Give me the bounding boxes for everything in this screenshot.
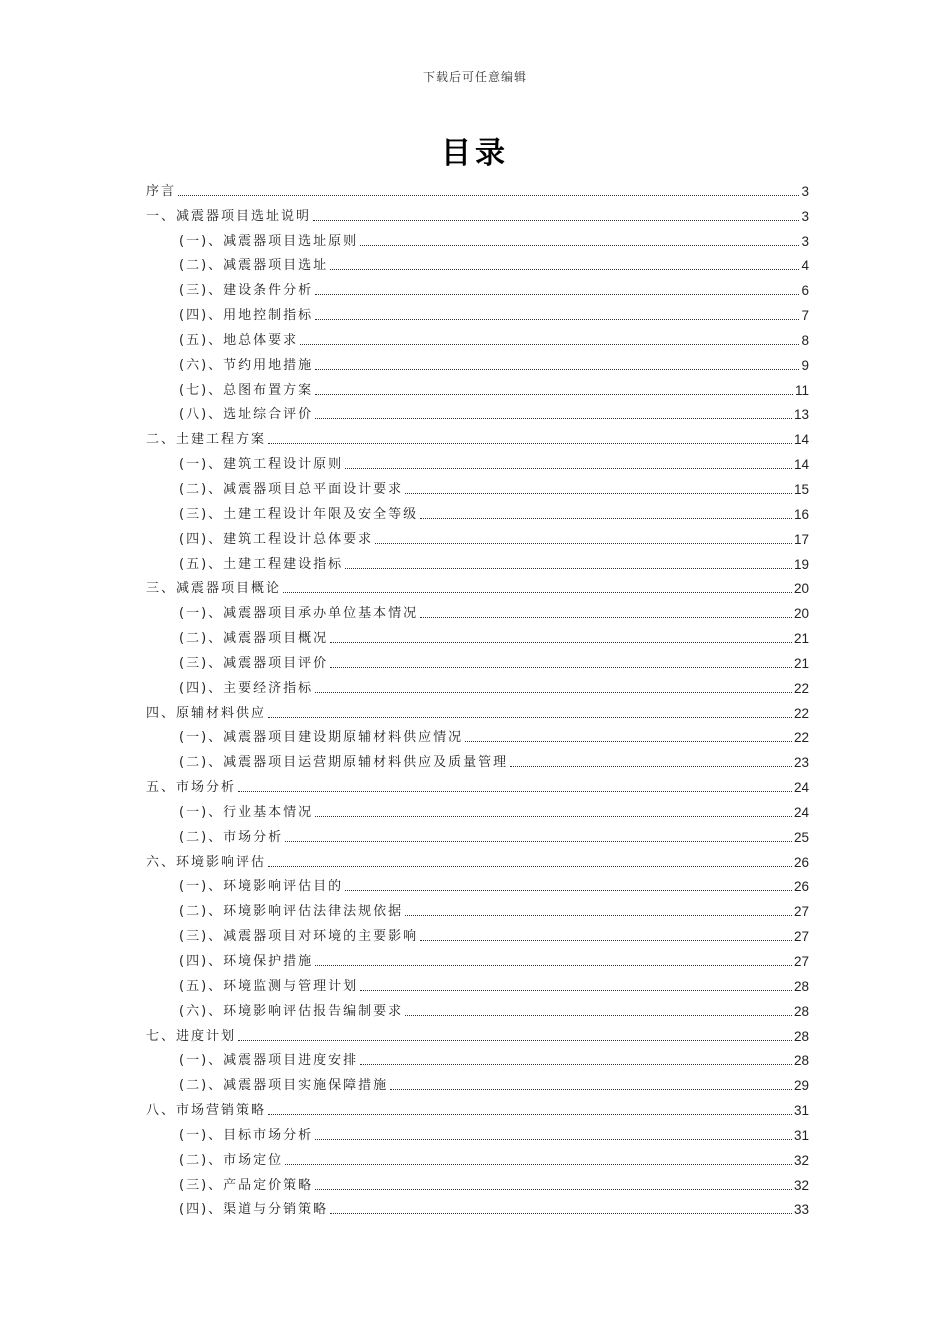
toc-entry[interactable] (146, 647, 809, 672)
toc-dot-leader (285, 841, 792, 842)
toc-entry-page-number: 19 (793, 556, 809, 572)
toc-dot-leader (420, 617, 792, 618)
toc-dot-leader (315, 319, 799, 320)
toc-entry-page-number: 32 (793, 1152, 809, 1168)
toc-entry[interactable] (146, 299, 809, 324)
toc-entry[interactable] (146, 1169, 809, 1194)
toc-entry-page-number: 27 (793, 954, 809, 969)
toc-entry[interactable] (146, 250, 809, 275)
toc-dot-leader (285, 1164, 792, 1165)
toc-entry-label: 五、市场分析 (146, 780, 237, 796)
toc-entry-page-number: 9 (801, 357, 809, 373)
toc-dot-leader (405, 1015, 792, 1016)
toc-entry-label: (一)、减震器项目承办单位基本情况 (179, 606, 419, 622)
toc-entry[interactable] (146, 995, 809, 1020)
toc-entry-page-number: 27 (793, 929, 809, 945)
toc-entry[interactable] (146, 945, 809, 970)
toc-dot-leader (360, 245, 799, 246)
toc-dot-leader (330, 1213, 792, 1214)
toc-dot-leader (315, 418, 792, 419)
toc-entry-page-number: 14 (793, 432, 809, 448)
toc-entry-label: (四)、主要经济指标 (179, 680, 314, 696)
toc-dot-leader (330, 269, 799, 270)
toc-dot-leader (268, 1114, 792, 1115)
toc-dot-leader (238, 791, 792, 792)
toc-entry-label: (四)、渠道与分销策略 (179, 1202, 329, 1218)
toc-entry-page-number: 26 (793, 879, 809, 895)
toc-entry-page-number: 32 (793, 1177, 809, 1193)
toc-entry-page-number: 28 (793, 1053, 809, 1069)
toc-entry-label: (三)、产品定价策略 (179, 1177, 314, 1193)
toc-dot-leader (313, 220, 799, 221)
toc-entry-page-number: 31 (793, 1127, 809, 1143)
toc-entry-page-number: 14 (793, 457, 809, 473)
toc-entry-label: (一)、减震器项目建设期原辅材料供应情况 (179, 730, 464, 746)
toc-entry-label: (三)、土建工程设计年限及安全等级 (179, 506, 419, 522)
toc-entry[interactable] (146, 821, 809, 846)
toc-entry-label: 四、原辅材料供应 (146, 705, 267, 721)
toc-entry[interactable] (146, 498, 809, 523)
toc-entry-label: (一)、减震器项目选址原则 (179, 233, 359, 249)
toc-entry[interactable] (146, 349, 809, 374)
toc-entry-label: (一)、环境影响评估目的 (179, 879, 344, 895)
toc-entry[interactable] (146, 423, 809, 448)
toc-entry[interactable] (146, 1119, 809, 1144)
toc-entry[interactable] (146, 1144, 809, 1169)
toc-entry-label: (四)、建筑工程设计总体要求 (179, 531, 374, 547)
toc-entry-label: (一)、建筑工程设计原则 (179, 457, 344, 473)
toc-entry[interactable] (146, 274, 809, 299)
toc-entry-page-number: 6 (801, 283, 809, 299)
toc-entry-page-number: 7 (801, 308, 809, 324)
toc-entry-page-number: 15 (793, 481, 809, 497)
toc-entry-page-number: 20 (793, 581, 809, 597)
toc-entry[interactable] (146, 920, 809, 945)
toc-entry-label: 序言 (146, 183, 177, 199)
toc-entry-page-number: 11 (794, 382, 809, 398)
toc-entry[interactable] (146, 200, 809, 225)
toc-entry[interactable] (146, 1094, 809, 1119)
toc-dot-leader (420, 940, 792, 941)
toc-entry-label: (二)、减震器项目实施保障措施 (179, 1078, 389, 1094)
toc-entry-page-number: 20 (793, 606, 809, 622)
toc-entry[interactable] (146, 796, 809, 821)
toc-entry-label: (二)、减震器项目运营期原辅材料供应及质量管理 (179, 755, 509, 771)
toc-dot-leader (315, 1189, 792, 1190)
toc-entry-label: (五)、地总体要求 (179, 332, 299, 348)
toc-dot-leader (510, 766, 792, 767)
toc-dot-leader (315, 1139, 792, 1140)
toc-entry[interactable] (146, 970, 809, 995)
toc-entry-label: (六)、节约用地措施 (179, 357, 314, 373)
toc-entry-page-number: 22 (793, 730, 809, 746)
toc-entry-page-number: 4 (801, 258, 809, 274)
toc-entry[interactable] (146, 697, 809, 722)
toc-entry-page-number: 3 (801, 183, 809, 199)
header-note: 下载后可任意编辑 (422, 70, 527, 84)
toc-entry[interactable] (146, 622, 809, 647)
toc-entry-label: (二)、减震器项目总平面设计要求 (179, 481, 404, 497)
toc-entry-label: (一)、目标市场分析 (179, 1127, 314, 1143)
toc-entry-label: (三)、建设条件分析 (179, 283, 314, 299)
toc-dot-leader (390, 1089, 792, 1090)
toc-entry-page-number: 28 (793, 978, 809, 994)
toc-entry-label: 三、减震器项目概论 (146, 581, 282, 597)
toc-entry-label: (一)、减震器项目进度安排 (179, 1053, 359, 1069)
toc-entry-page-number: 22 (793, 680, 809, 696)
toc-entry[interactable] (146, 1069, 809, 1094)
toc-dot-leader (238, 1040, 792, 1041)
toc-entry[interactable] (146, 473, 809, 498)
toc-entry-page-number: 25 (793, 829, 809, 845)
toc-entry[interactable] (146, 374, 809, 399)
toc-dot-leader (360, 1064, 792, 1065)
toc-dot-leader (315, 369, 799, 370)
page-title: 目录 (441, 136, 509, 171)
toc-entry-label: 八、市场营销策略 (146, 1103, 267, 1119)
toc-entry[interactable] (146, 771, 809, 796)
toc-entry-page-number: 24 (793, 804, 809, 820)
toc-entry-page-number: 8 (801, 332, 809, 348)
toc-dot-leader (330, 667, 792, 668)
toc-dot-leader (360, 990, 792, 991)
toc-entry[interactable] (146, 548, 809, 573)
toc-entry-page-number: 17 (793, 531, 809, 547)
toc-entry[interactable] (146, 225, 809, 250)
toc-entry-label: (五)、环境监测与管理计划 (179, 978, 359, 994)
toc-entry[interactable] (146, 597, 809, 622)
toc-entry[interactable] (146, 573, 809, 598)
toc-entry-page-number: 28 (793, 1003, 809, 1019)
toc-entry-label: (四)、用地控制指标 (179, 308, 314, 324)
toc-entry-label: (六)、环境影响评估报告编制要求 (179, 1003, 404, 1019)
toc-dot-leader (375, 543, 792, 544)
toc-entry-page-number: 29 (793, 1078, 809, 1094)
toc-entry-page-number: 27 (793, 904, 809, 920)
toc-entry[interactable] (146, 324, 809, 349)
toc-entry-label: (二)、减震器项目选址 (179, 258, 329, 274)
toc-entry[interactable] (146, 672, 809, 697)
toc-dot-leader (315, 816, 792, 817)
toc-entry-page-number: 21 (793, 631, 809, 647)
toc-entry[interactable] (146, 448, 809, 473)
toc-dot-leader (178, 195, 799, 196)
toc-entry-page-number: 22 (793, 705, 809, 721)
toc-entry[interactable] (146, 1020, 809, 1045)
toc-entry-label: (三)、减震器项目对环境的主要影响 (179, 929, 419, 945)
toc-entry-label: (二)、市场分析 (179, 829, 284, 845)
toc-entry-page-number: 13 (793, 407, 809, 423)
toc-dot-leader (405, 493, 792, 494)
toc-entry-label: 一、减震器项目选址说明 (146, 208, 312, 224)
toc-entry[interactable] (146, 746, 809, 771)
toc-dot-leader (315, 294, 799, 295)
toc-entry-label: 二、土建工程方案 (146, 432, 267, 448)
toc-entry-label: 七、进度计划 (146, 1028, 237, 1044)
toc-dot-leader (268, 443, 792, 444)
toc-entry-label: (三)、减震器项目评价 (179, 655, 329, 671)
toc-entry-page-number: 31 (793, 1103, 809, 1119)
toc-entry[interactable] (146, 1194, 809, 1219)
toc-entry[interactable] (146, 1045, 809, 1070)
toc-dot-leader (315, 965, 792, 966)
toc-dot-leader (315, 394, 793, 395)
toc-dot-leader (345, 568, 792, 569)
toc-entry-label: (二)、环境影响评估法律法规依据 (179, 904, 404, 920)
toc-dot-leader (315, 692, 792, 693)
toc-dot-leader (345, 468, 792, 469)
toc-dot-leader (268, 717, 792, 718)
toc-entry-page-number: 24 (793, 780, 809, 796)
toc-entry[interactable] (146, 871, 809, 896)
toc-entry[interactable] (146, 399, 809, 424)
table-of-contents (146, 175, 809, 1218)
toc-entry-page-number: 21 (793, 655, 809, 671)
toc-entry-page-number: 28 (793, 1028, 809, 1044)
toc-dot-leader (300, 344, 799, 345)
toc-entry[interactable] (146, 523, 809, 548)
toc-entry[interactable] (146, 895, 809, 920)
toc-entry-label: (四)、环境保护措施 (179, 954, 314, 969)
toc-entry-label: (二)、市场定位 (179, 1152, 284, 1168)
toc-dot-leader (405, 915, 792, 916)
toc-entry-label: (二)、减震器项目概况 (179, 631, 329, 647)
toc-entry[interactable] (146, 846, 809, 871)
toc-entry-label: (五)、土建工程建设指标 (179, 556, 344, 572)
toc-dot-leader (330, 642, 792, 643)
toc-dot-leader (345, 890, 792, 891)
toc-dot-leader (465, 741, 792, 742)
toc-entry-page-number: 3 (801, 208, 809, 224)
toc-entry-page-number: 16 (793, 506, 809, 522)
toc-dot-leader (283, 592, 792, 593)
toc-entry-label: (七)、总图布置方案 (179, 382, 314, 398)
toc-entry[interactable] (146, 175, 809, 200)
toc-entry-page-number: 3 (801, 233, 809, 249)
toc-entry-label: 六、环境影响评估 (146, 854, 267, 870)
toc-entry[interactable] (146, 722, 809, 747)
toc-entry-label: (一)、行业基本情况 (179, 804, 314, 820)
toc-dot-leader (268, 866, 792, 867)
toc-entry-page-number: 23 (793, 755, 809, 771)
toc-entry-page-number: 33 (793, 1202, 809, 1218)
toc-dot-leader (420, 518, 792, 519)
toc-entry-label: (八)、选址综合评价 (179, 407, 314, 423)
toc-entry-page-number: 26 (793, 854, 809, 870)
